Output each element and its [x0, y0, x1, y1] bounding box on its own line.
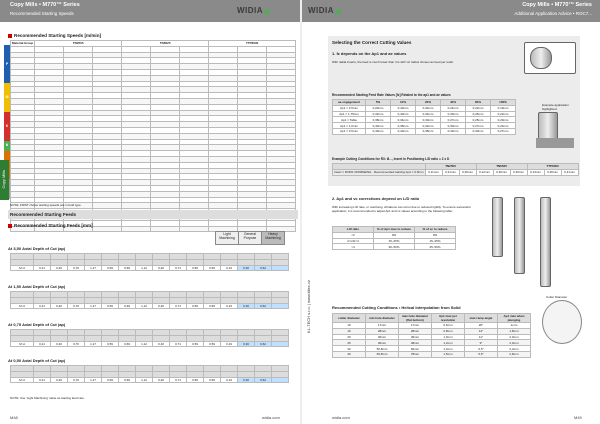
section1-subtitle: 1. fz depends on the Ap1 and ae values [332, 51, 407, 56]
table-row [333, 128, 516, 134]
table-cell: 0,59 [102, 303, 119, 309]
table-cell: M H [11, 377, 34, 383]
table-cell: 0,59 [204, 377, 221, 383]
table-cell: 5% [366, 100, 391, 106]
table-cell: 0,19mm [491, 105, 516, 111]
table-cell: 100% [491, 100, 516, 106]
table-cell: % of vc to reduce [415, 227, 456, 233]
table-cell: 0,34mm [416, 105, 441, 111]
table-row [11, 265, 289, 271]
helical-diagram [542, 300, 582, 344]
table-cell: 0,71 [170, 265, 187, 271]
table-cell: 2,8mm [498, 351, 531, 357]
table-cell: 56,8mm [366, 346, 399, 352]
table-cell [122, 226, 151, 232]
table-cell: 30–50% [374, 244, 415, 250]
table-cell: 0,24mm [491, 123, 516, 129]
table-cell: M H [11, 265, 34, 271]
table-cell: 0,19 [221, 377, 238, 383]
table-cell: 0,32mm [416, 123, 441, 129]
right-header-title: Copy Mills • M770™ Series [522, 2, 592, 8]
table-cell: % of Ap1 max to reduce [374, 227, 415, 233]
table-cell: 0,21 [34, 377, 51, 383]
table-cell: 0,32mm [366, 111, 391, 117]
table-cell: 0,71 [170, 303, 187, 309]
section1-text: With radial inserts, the feed is much lower than it is with 'at' radius chosen as feed per tooth. [332, 60, 454, 64]
table-cell: 60mm [399, 346, 432, 352]
table-cell: 20 [333, 334, 366, 340]
workpiece-block [536, 138, 574, 148]
table-cell: 25–50% [415, 244, 456, 250]
table-cell: 0,69 [119, 341, 136, 347]
left-header-title: Copy Mills • M770™ Series [10, 2, 80, 8]
table-cell: 0,8mm [432, 328, 465, 334]
table-row [11, 341, 289, 347]
table-cell: 1,17 [85, 377, 102, 383]
table-cell: 0,19 [221, 341, 238, 347]
table-cell: TN6525 [122, 41, 209, 47]
table-cell: 36mm [366, 334, 399, 340]
table-cell: 0,69 [119, 377, 136, 383]
table-cell: 1,2mm [432, 340, 465, 346]
table-cell [151, 226, 180, 232]
feed-table [10, 291, 289, 309]
table-cell: 0,21 [34, 303, 51, 309]
table-cell: 0,34mm [391, 117, 416, 123]
table-cell: 25 [333, 340, 366, 346]
table-cell: Ap1 max when plunging [498, 314, 531, 323]
tool-medium [514, 197, 525, 274]
table-cell: 6,5° [465, 346, 498, 352]
table-cell: 0,70 [68, 341, 85, 347]
table-cell: ae engagement [333, 100, 366, 106]
table-cell: 0,71 [170, 377, 187, 383]
table-cell: M H [11, 303, 34, 309]
table-cell: 0,30mm [466, 128, 491, 134]
feeds-subtitle: Recommended Starting Feeds [mm] [8, 223, 93, 228]
right-footer-url: widia.com [332, 415, 350, 420]
table-cell: M H [11, 341, 34, 347]
table-row [11, 303, 289, 309]
table-cell: max hole diameter (flat bottom) [399, 314, 432, 323]
table-cell [272, 341, 289, 347]
tool-long [540, 197, 551, 287]
table-cell: 0,40mm [366, 123, 391, 129]
table-cell [272, 265, 289, 271]
table-cell: 1,12 [136, 303, 153, 309]
table-cell: 0,30 [238, 377, 255, 383]
table-cell: >4 [333, 244, 374, 250]
table-cell: <2 [333, 232, 374, 238]
table-row [333, 169, 579, 175]
table-cell: 2,4mm [498, 346, 531, 352]
table-cell: 0,38mm [391, 123, 416, 129]
table-cell: 0,11mm [425, 169, 442, 175]
table-cell: 0,30 [238, 303, 255, 309]
light-machining-button[interactable]: Light Machining [215, 231, 239, 245]
table-cell: 1,17 [85, 303, 102, 309]
rec-title: Recommended Cutting Conditions • Helical Interpolation from Solid [332, 305, 461, 310]
table-cell: 0,40 [51, 303, 68, 309]
widia-logo: WIDIA◢ [237, 6, 270, 15]
table-cell: 0,40 [51, 265, 68, 271]
rec-table [332, 313, 531, 358]
table-cell: 2,0mm [498, 340, 531, 346]
table-cell: 0,21 [34, 265, 51, 271]
table-cell: 0,70 [68, 303, 85, 309]
table-cell: 0,38mm [366, 117, 391, 123]
table-cell: 0,59 [187, 303, 204, 309]
table-cell: 0,62 [255, 265, 272, 271]
table-cell: 0,22mm [466, 105, 491, 111]
table-cell: 20° [465, 323, 498, 329]
section2-title: 2. Ap1 and vc corrections depend on L/D ratio [332, 196, 420, 201]
table-cell: 1,12 [136, 377, 153, 383]
table-cell: TTP6000 [209, 41, 296, 47]
feeds-title: Recommended Starting Feeds [10, 212, 77, 217]
right-footer-page: M49 [574, 415, 582, 420]
table-row [333, 244, 456, 250]
table-cell: 15–25% [374, 238, 415, 244]
table-cell [180, 226, 209, 232]
table-cell: 0,40 [153, 377, 170, 383]
table-cell: 0,30mm [493, 169, 510, 175]
table-cell: 10 [333, 323, 366, 329]
speeds-title: Recommended Starting Speeds [m/min] [8, 33, 101, 38]
fz-title: Recommended Starting Feed Rate Values [fz] Related to the ap1 and ae values [332, 93, 451, 97]
ld-table [332, 226, 456, 250]
table-cell: 0,6mm [432, 323, 465, 329]
table-cell: 32 [333, 346, 366, 352]
ap-title: At 0,75 Axial Depth of Cut (ap) [8, 322, 66, 327]
table-cell: TN2505 [35, 41, 122, 47]
table-cell: 0,30 [238, 341, 255, 347]
table-cell: 0,34mm [416, 111, 441, 117]
table-cell: 0,30 [238, 265, 255, 271]
table-cell: 60% [466, 100, 491, 106]
table-cell: max ramp angle [465, 314, 498, 323]
table-cell: Material Group [12, 41, 34, 46]
table-cell: 28mm [399, 328, 432, 334]
feed-table [10, 329, 289, 347]
material-group-N: N [4, 141, 10, 151]
table-cell: 10% [391, 100, 416, 106]
table-cell: 0,38mm [416, 128, 441, 134]
table-cell: 0,26mm [466, 111, 491, 117]
note-top: NOTE: FIRST choice starting speeds are in bold type. [10, 203, 82, 207]
table-cell: Ap1 = 1,0mm [333, 123, 366, 129]
example-title: Example Cutting Conditions for R3: Ø..., Insert in Positioning L/D ratio = 2 x D [332, 157, 450, 161]
table-cell: 1,4mm [432, 346, 465, 352]
table-cell: 17mm [399, 323, 432, 329]
left-header [0, 0, 300, 22]
left-header-subtitle: Recommended Starting Speeds [10, 11, 74, 16]
table-cell: 1,17 [85, 265, 102, 271]
table-cell: 0,40mm [391, 128, 416, 134]
table-cell: 0,71 [170, 341, 187, 347]
table-cell: Ap1 = 1,75mm [333, 111, 366, 117]
diag-label: Cutter Diameter [546, 295, 568, 299]
table-cell: 0,40mm [366, 128, 391, 134]
table-cell: 0,69 [119, 265, 136, 271]
table-cell: TTP6000 [527, 164, 578, 170]
table-cell: 0,13mm [527, 169, 544, 175]
table-cell: 36mm [399, 334, 432, 340]
table-cell: Insert = ROFR 20XMNEWH · Recommended starting Ap1 = 0,5mm [334, 170, 424, 175]
material-group-P: P [4, 45, 10, 83]
vertical-label: KL-TECH s.r.o. | www.kltec.cz [306, 280, 311, 334]
table-cell: 0,40mm [391, 105, 416, 111]
table-cell: 1,17 [85, 341, 102, 347]
table-cell: 0,33mm [441, 128, 466, 134]
table-cell: 0,59 [187, 377, 204, 383]
table-cell: 1,12 [136, 341, 153, 347]
table-cell: 0,30mm [416, 117, 441, 123]
table-cell: 14° [465, 328, 498, 334]
table-cell: Ap1 = 0,5mm [333, 128, 366, 134]
table-cell: 78mm [399, 351, 432, 357]
table-cell: 0,24mm [441, 105, 466, 111]
table-cell: 1mm [498, 323, 531, 329]
table-cell: 0,40 [153, 265, 170, 271]
table-cell: 0,20mm [366, 105, 391, 111]
right-header-subtitle: Additional Application Advice • ROC7... [514, 11, 592, 16]
table-cell: cutter diameter [333, 314, 366, 323]
table-cell: 2<L/D<4 [333, 238, 374, 244]
table-cell: 0,62 [255, 377, 272, 383]
feed-table [10, 253, 289, 271]
table-cell: 0,36mm [510, 169, 527, 175]
table-cell: 1,0mm [432, 334, 465, 340]
table-cell: 0,31mm [442, 169, 459, 175]
table-cell: 0,40mm [391, 111, 416, 117]
table-cell: Ap1 = 3,5mm [333, 105, 366, 111]
table-cell: 0,59 [102, 377, 119, 383]
right-page [302, 0, 600, 424]
table-cell: 0,19 [221, 303, 238, 309]
table-cell: min hole diameter [366, 314, 399, 323]
table-cell: 0,20mm [491, 117, 516, 123]
table-cell: 0,59 [204, 341, 221, 347]
table-cell: 1,8mm [498, 328, 531, 334]
table-cell: 0,59 [204, 265, 221, 271]
table-cell [93, 226, 122, 232]
section2-text: With increasing L/D ratio, or overhang, vibrations can occur due to reduced rigidity. To ensure successful application, it is recommended to adjust Ap1 and vc values according to the following table: [332, 205, 471, 213]
table-cell: 0,70 [68, 377, 85, 383]
table-cell: 0,59 [102, 265, 119, 271]
table-cell: 0,36mm [544, 169, 561, 175]
table-cell: 40% [441, 100, 466, 106]
feed-table [10, 365, 289, 383]
table-cell: 0,59 [187, 341, 204, 347]
table-cell: 0,27mm [491, 128, 516, 134]
table-cell: 0,21 [34, 341, 51, 347]
table-cell: 17mm [366, 323, 399, 329]
table-cell [272, 303, 289, 309]
table-cell: Ap1 max per revolution [432, 314, 465, 323]
table-cell: 0,22mm [491, 111, 516, 117]
table-cell: 0% [415, 232, 456, 238]
table-cell: 5,5° [465, 351, 498, 357]
table-cell: 20% [416, 100, 441, 106]
table-cell: 0,40 [51, 377, 68, 383]
note-bottom: NOTE: Use 'Light Machining' value as starting feed rate. [10, 396, 85, 400]
table-cell: 0,30mm [441, 111, 466, 117]
selecting-title: Selecting the Correct Cutting Values [332, 40, 412, 45]
table-cell: 0,69 [119, 303, 136, 309]
table-cell: 0,12mm [476, 169, 493, 175]
table-cell: 0,40 [153, 303, 170, 309]
table-cell: 0,19 [221, 265, 238, 271]
table-cell: 46mm [366, 340, 399, 346]
table-cell: 15–25% [415, 238, 456, 244]
table-cell: 0,36mm [459, 169, 476, 175]
table-row [11, 377, 289, 383]
table-cell: 69,8mm [366, 351, 399, 357]
table-cell: 0,27mm [441, 117, 466, 123]
table-cell: 16 [333, 328, 366, 334]
general-purpose-button[interactable]: General Purpose [238, 231, 262, 245]
table-row [333, 351, 531, 357]
cutter-circle [530, 47, 552, 69]
ap-title: At 1,50 Axial Depth of Cut (ap) [8, 284, 66, 289]
table-cell: 0,41mm [561, 169, 578, 175]
example-table [332, 163, 579, 176]
tool-short [492, 197, 503, 257]
material-group-K: K [4, 112, 10, 141]
table-cell: 0,59 [102, 341, 119, 347]
table-cell: TN2505 [425, 164, 476, 170]
ap-title: At 0,50 Axial Depth of Cut (ap) [8, 358, 66, 363]
table-cell: 2,0mm [498, 334, 531, 340]
example-note: Example application highlighted. [542, 103, 569, 111]
table-cell: TN6525 [476, 164, 527, 170]
table-cell [272, 377, 289, 383]
table-cell: 0,59 [204, 303, 221, 309]
ap-title: At 3,50 Axial Depth of Cut (ap) [8, 246, 66, 251]
table-cell: 0,62 [255, 341, 272, 347]
table-cell: 0,70 [68, 265, 85, 271]
table-cell: Ap1 = Table [333, 117, 366, 123]
table-cell: 0,62 [255, 303, 272, 309]
table-cell: 48mm [399, 340, 432, 346]
table-cell: 1,5mm [432, 351, 465, 357]
table-cell: 0,40 [51, 341, 68, 347]
fz-table [332, 99, 516, 135]
table-cell: 0,27mm [466, 123, 491, 129]
left-footer-url: widia.com [262, 415, 280, 420]
widia-logo-right: WIDIA◢ [308, 6, 341, 15]
table-cell: L/D ratio [333, 227, 374, 233]
table-cell: 40 [333, 351, 366, 357]
heavy-machining-button[interactable]: Heavy Machining [261, 231, 285, 245]
table-cell: 1,12 [136, 265, 153, 271]
table-cell: 11° [465, 334, 498, 340]
right-header [302, 0, 600, 22]
table-cell: 9° [465, 340, 498, 346]
side-label: Copy Mills [1, 170, 6, 189]
table-cell: 0% [374, 232, 415, 238]
table-cell: 0,59 [187, 265, 204, 271]
left-footer-page: M48 [10, 415, 18, 420]
table-cell: 28mm [366, 328, 399, 334]
material-group-M: M [4, 83, 10, 112]
table-cell: 0,25mm [466, 117, 491, 123]
table-cell: 0,40 [153, 341, 170, 347]
table-cell: 0,30mm [441, 123, 466, 129]
